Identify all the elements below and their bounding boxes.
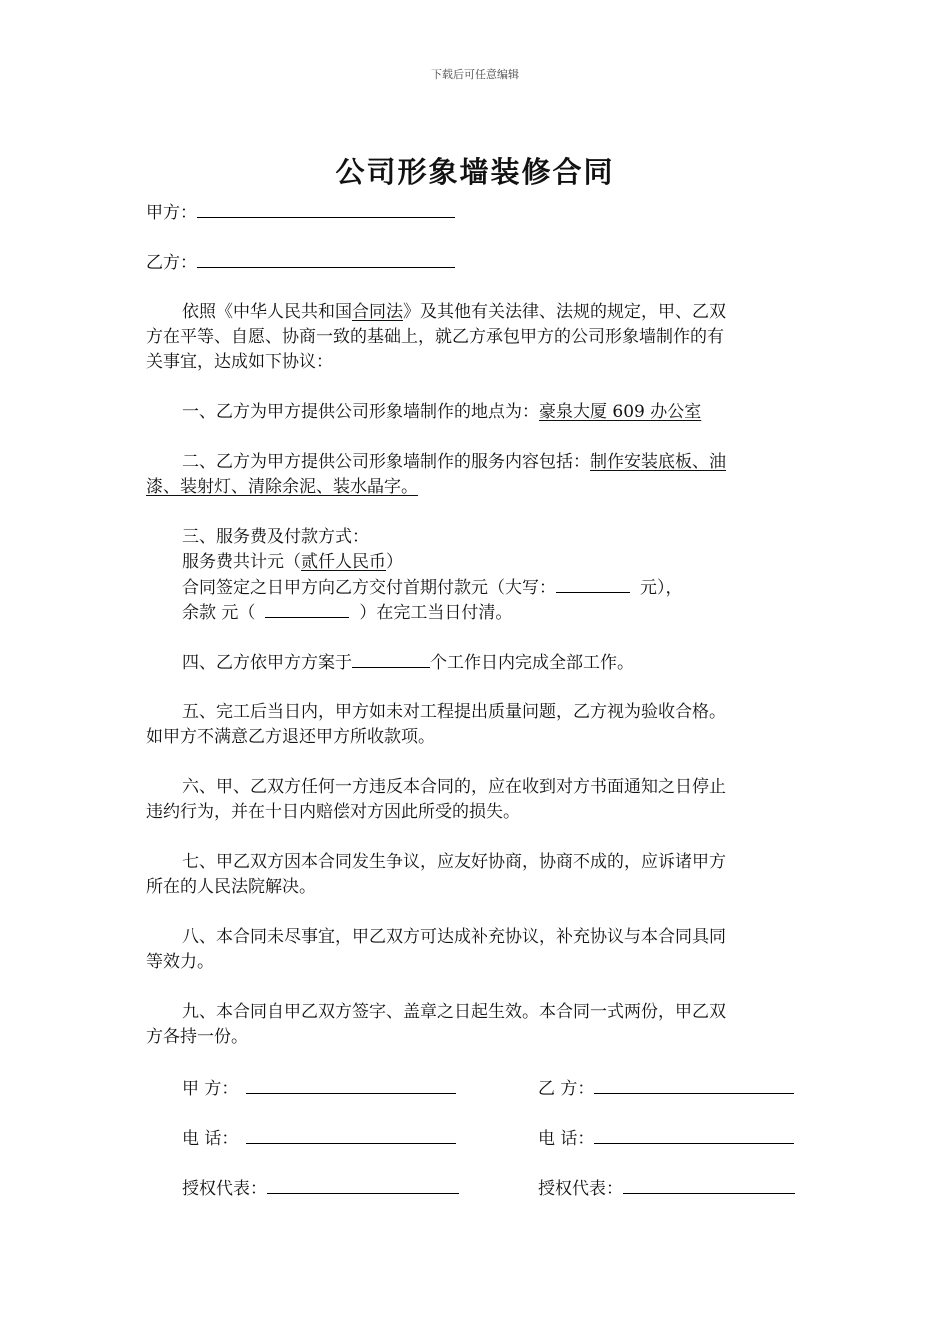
clause-2-line-1 <box>182 450 726 475</box>
clause-6-line-1: 六、甲、乙双方任何一方违反本合同的，应在收到对方书面通知之日停止 <box>182 777 726 797</box>
clause-5-line-1: 五、完工后当日内，甲方如未对工程提出质量问题，乙方视为验收合格。 <box>182 702 726 722</box>
party-b-blank[interactable] <box>197 250 455 268</box>
clause-4-text: 个工作日内完成全部工作。 <box>430 653 634 673</box>
fee-text: 服务费共计元（ <box>182 552 301 572</box>
workdays-blank[interactable] <box>352 650 430 668</box>
clause-2-services: 制作安装底板、油 <box>590 452 726 472</box>
party-b-label: 乙方： <box>146 253 197 273</box>
clause-2-text: 二、乙方为甲方提供公司形象墙制作的服务内容包括： <box>182 452 590 472</box>
signature-party-a <box>182 1074 456 1099</box>
clause-6-line-2: 违约行为，并在十日内赔偿对方因此所受的损失。 <box>146 802 520 822</box>
clause-9-line-2: 方各持一份。 <box>146 1027 248 1047</box>
signature-party-a-label: 甲 方： <box>182 1079 239 1099</box>
signature-phone-b <box>538 1124 794 1149</box>
intro-text: 依照《中华人民共和国 <box>182 302 352 322</box>
signature-rep-b-blank[interactable] <box>623 1176 795 1194</box>
clause-1-text: 一、乙方为甲方提供公司形象墙制作的地点为： <box>182 402 539 422</box>
fee-amount: 贰仟人民币 <box>301 552 386 572</box>
party-b-line <box>146 250 455 276</box>
party-a-blank[interactable] <box>197 200 455 218</box>
clause-5-line-2: 如甲方不满意乙方退还甲方所收款项。 <box>146 727 435 747</box>
clause-1-location: 豪泉大厦 609 办公室 <box>539 402 702 422</box>
clause-7-line-1: 七、甲乙双方因本合同发生争议，应友好协商，协商不成的，应诉诸甲方 <box>182 852 726 872</box>
signature-party-b-label: 乙 方： <box>538 1079 595 1099</box>
clause-3-balance <box>182 600 512 626</box>
clause-3-fee <box>182 550 403 575</box>
intro-line-3: 关事宜，达成如下协议： <box>146 352 333 372</box>
signature-phone-a <box>182 1124 456 1149</box>
signature-party-b <box>538 1074 794 1099</box>
signature-rep-a-label: 授权代表： <box>182 1179 267 1199</box>
clause-2-line-2 <box>146 475 418 500</box>
signature-rep-b <box>538 1174 795 1199</box>
signature-phone-b-blank[interactable] <box>594 1126 794 1144</box>
clause-3-heading: 三、服务费及付款方式： <box>182 527 369 547</box>
document-title: 公司形象墙装修合同 <box>335 155 615 189</box>
party-a-line <box>146 200 455 226</box>
party-a-label: 甲方： <box>146 203 197 223</box>
contract-law-link[interactable]: 合同法 <box>352 302 403 322</box>
balance-blank[interactable] <box>265 600 349 618</box>
clause-7-line-2: 所在的人民法院解决。 <box>146 877 316 897</box>
first-payment-text: 合同签定之日甲方向乙方交付首期付款元（大写： <box>182 578 556 598</box>
signature-party-a-blank[interactable] <box>246 1076 456 1094</box>
intro-line-1 <box>182 300 726 325</box>
fee-text: ） <box>386 552 403 572</box>
signature-rep-a-blank[interactable] <box>267 1176 459 1194</box>
signature-rep-b-label: 授权代表： <box>538 1179 623 1199</box>
signature-party-b-blank[interactable] <box>594 1076 794 1094</box>
clause-4 <box>182 650 634 676</box>
signature-phone-a-label: 电 话： <box>182 1129 239 1149</box>
clause-8-line-2: 等效力。 <box>146 952 214 972</box>
intro-text: 》及其他有关法律、法规的规定，甲、乙双 <box>403 302 726 322</box>
clause-1 <box>182 400 701 425</box>
clause-8-line-1: 八、本合同未尽事宜，甲乙双方可达成补充协议，补充协议与本合同具同 <box>182 927 726 947</box>
header-note: 下载后可任意编辑 <box>431 68 519 81</box>
balance-text: 余款 元（ <box>182 603 256 623</box>
signature-phone-b-label: 电 话： <box>538 1129 595 1149</box>
intro-line-2: 方在平等、自愿、协商一致的基础上，就乙方承包甲方的公司形象墙制作的有 <box>146 327 724 347</box>
clause-3-first-payment <box>182 575 683 601</box>
signature-phone-a-blank[interactable] <box>246 1126 456 1144</box>
first-payment-blank[interactable] <box>556 575 630 593</box>
clause-9-line-1: 九、本合同自甲乙双方签字、盖章之日起生效。本合同一式两份，甲乙双 <box>182 1002 726 1022</box>
balance-text: ）在完工当日付清。 <box>359 603 513 623</box>
clause-4-text: 四、乙方依甲方方案于 <box>182 653 352 673</box>
signature-rep-a <box>182 1174 459 1199</box>
clause-2-services: 漆、装射灯、清除余泥、装水晶字。 <box>146 477 418 497</box>
first-payment-text: 元）， <box>640 578 683 598</box>
